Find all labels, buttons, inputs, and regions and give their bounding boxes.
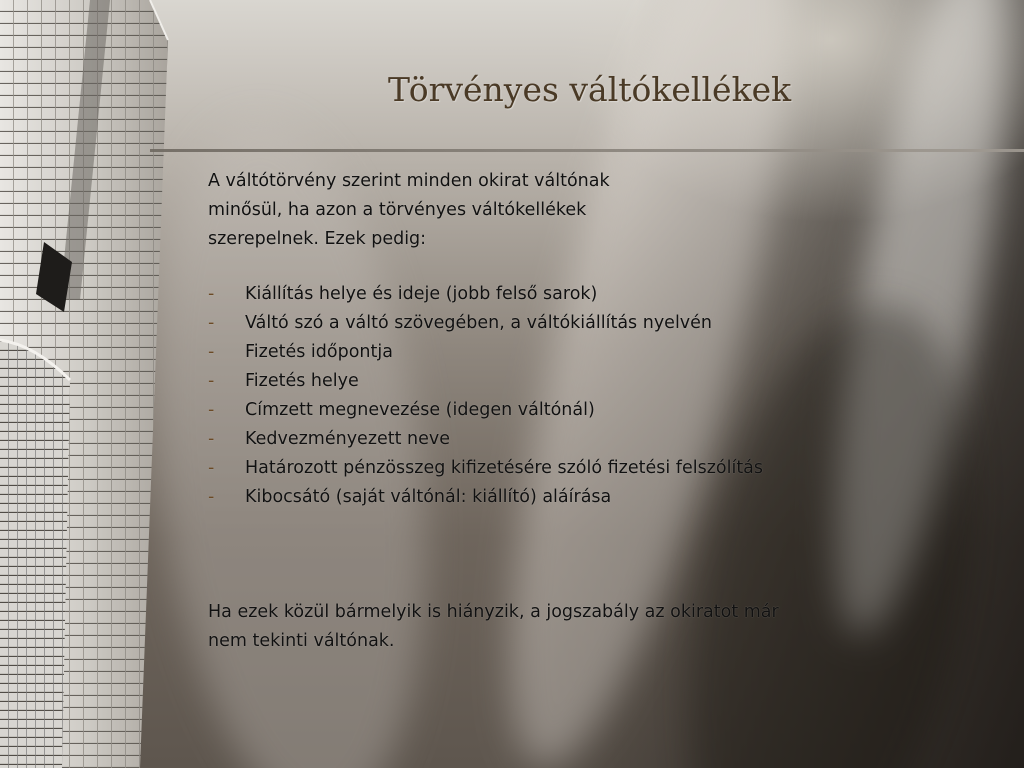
intro-line: szerepelnek. Ezek pedig: [208, 229, 427, 249]
intro-line: A váltótörvény szerint minden okirat váltónak [208, 171, 610, 191]
list-item [208, 338, 908, 367]
closing-line: nem tekinti váltónak. [208, 631, 395, 651]
list-item [208, 396, 908, 425]
slide-content [208, 167, 908, 656]
list-item-text: Fizetés helye [245, 371, 359, 391]
list-item-text: Címzett megnevezése (idegen váltónál) [245, 400, 595, 420]
slide-title: Törvényes váltókellékek [388, 70, 792, 109]
list-item-text: Fizetés időpontja [245, 342, 393, 362]
dash-bullet: - [208, 400, 215, 420]
list-item-text: Határozott pénzösszeg kifizetésére szóló fizetési felszólítás [245, 458, 764, 478]
dash-bullet: - [208, 342, 215, 362]
list-item [208, 454, 908, 483]
list-item-text: Kibocsátó (saját váltónál: kiállító) aláírása [245, 487, 612, 507]
building-photo [0, 0, 175, 768]
dash-bullet: - [208, 487, 215, 507]
dash-bullet: - [208, 458, 215, 478]
list-item-text: Kiállítás helye és ideje (jobb felső sarok) [245, 284, 598, 304]
list-item [208, 367, 908, 396]
dash-bullet: - [208, 371, 215, 391]
list-item [208, 425, 908, 454]
closing-paragraph [208, 598, 908, 656]
dash-bullet: - [208, 313, 215, 333]
dash-bullet: - [208, 284, 215, 304]
intro-line: minősül, ha azon a törvényes váltókellékek [208, 200, 587, 220]
intro-paragraph [208, 167, 908, 254]
list-item [208, 483, 908, 512]
list-item [208, 309, 908, 338]
list-item-text: Kedvezményezett neve [245, 429, 451, 449]
requirements-list [208, 280, 908, 512]
dash-bullet: - [208, 429, 215, 449]
closing-line: Ha ezek közül bármelyik is hiányzik, a jogszabály az okiratot már [208, 602, 779, 622]
list-item [208, 280, 908, 309]
list-item-text: Váltó szó a váltó szövegében, a váltókiállítás nyelvén [245, 313, 713, 333]
title-divider [150, 149, 1024, 152]
